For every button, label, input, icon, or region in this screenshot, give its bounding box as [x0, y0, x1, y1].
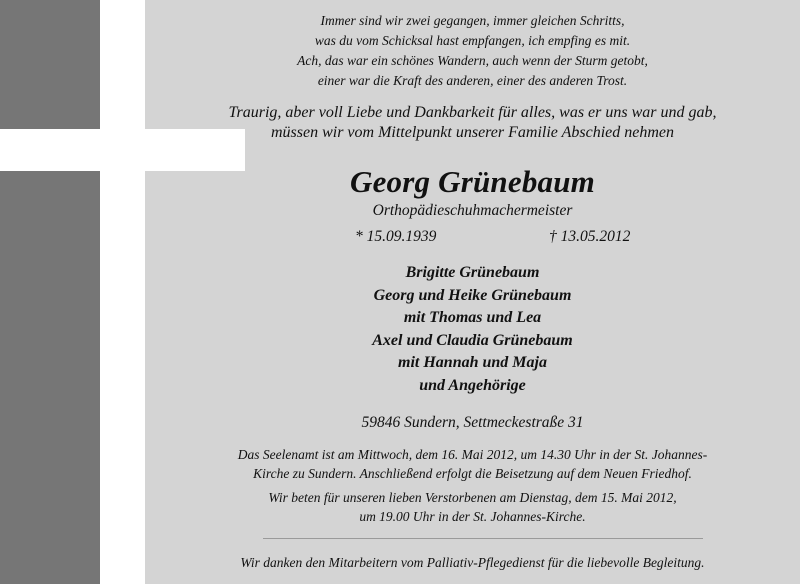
mourner-line: mit Thomas und Lea	[403, 309, 542, 326]
poem-line: was du vom Schicksal hast empfangen, ich empfing es mit.	[314, 33, 631, 48]
family-address: 59846 Sundern, Settmeckestraße 31	[361, 414, 584, 431]
thanks-line: Wir danken den Mitarbeitern vom Palliativ-Pflegedienst für die liebevolle Begleitung.	[240, 555, 705, 570]
prayer-line: um 19.00 Uhr in der St. Johannes-Kirche.	[359, 509, 586, 524]
service-line: Kirche zu Sundern. Anschließend erfolgt die Beisetzung auf dem Neuen Friedhof.	[253, 466, 692, 481]
mourner-line: Brigitte Grünebaum	[405, 264, 540, 281]
cross-vertical-bar	[0, 0, 100, 584]
poem-line: einer war die Kraft des anderen, einer des anderen Trost.	[317, 73, 628, 88]
deceased-profession: Orthopädieschuhmachermeister	[372, 202, 573, 219]
death-date: † 13.05.2012	[549, 228, 631, 245]
birth-date: * 15.09.1939	[355, 228, 437, 245]
poem-line: Ach, das war ein schönes Wandern, auch wenn der Sturm getobt,	[297, 53, 648, 68]
intro-line: müssen wir vom Mittelpunkt unserer Familie Abschied nehmen	[270, 124, 675, 141]
mourner-line: mit Hannah und Maja	[398, 354, 547, 371]
deceased-name: Georg Grünebaum	[349, 164, 595, 199]
poem-line: Immer sind wir zwei gegangen, immer gleichen Schritts,	[320, 13, 625, 28]
obituary-notice	[145, 0, 800, 584]
mourner-line: und Angehörige	[419, 377, 526, 394]
intro-line: Traurig, aber voll Liebe und Dankbarkeit für alles, was er uns war und gab,	[228, 104, 717, 121]
mourner-line: Georg und Heike Grünebaum	[373, 287, 572, 304]
mourner-line: Axel und Claudia Grünebaum	[372, 332, 573, 349]
service-line: Das Seelenamt ist am Mittwoch, dem 16. Mai 2012, um 14.30 Uhr in der St. Johannes-	[237, 447, 708, 462]
divider-line	[263, 538, 703, 539]
prayer-line: Wir beten für unseren lieben Verstorbenen am Dienstag, dem 15. Mai 2012,	[268, 490, 677, 505]
